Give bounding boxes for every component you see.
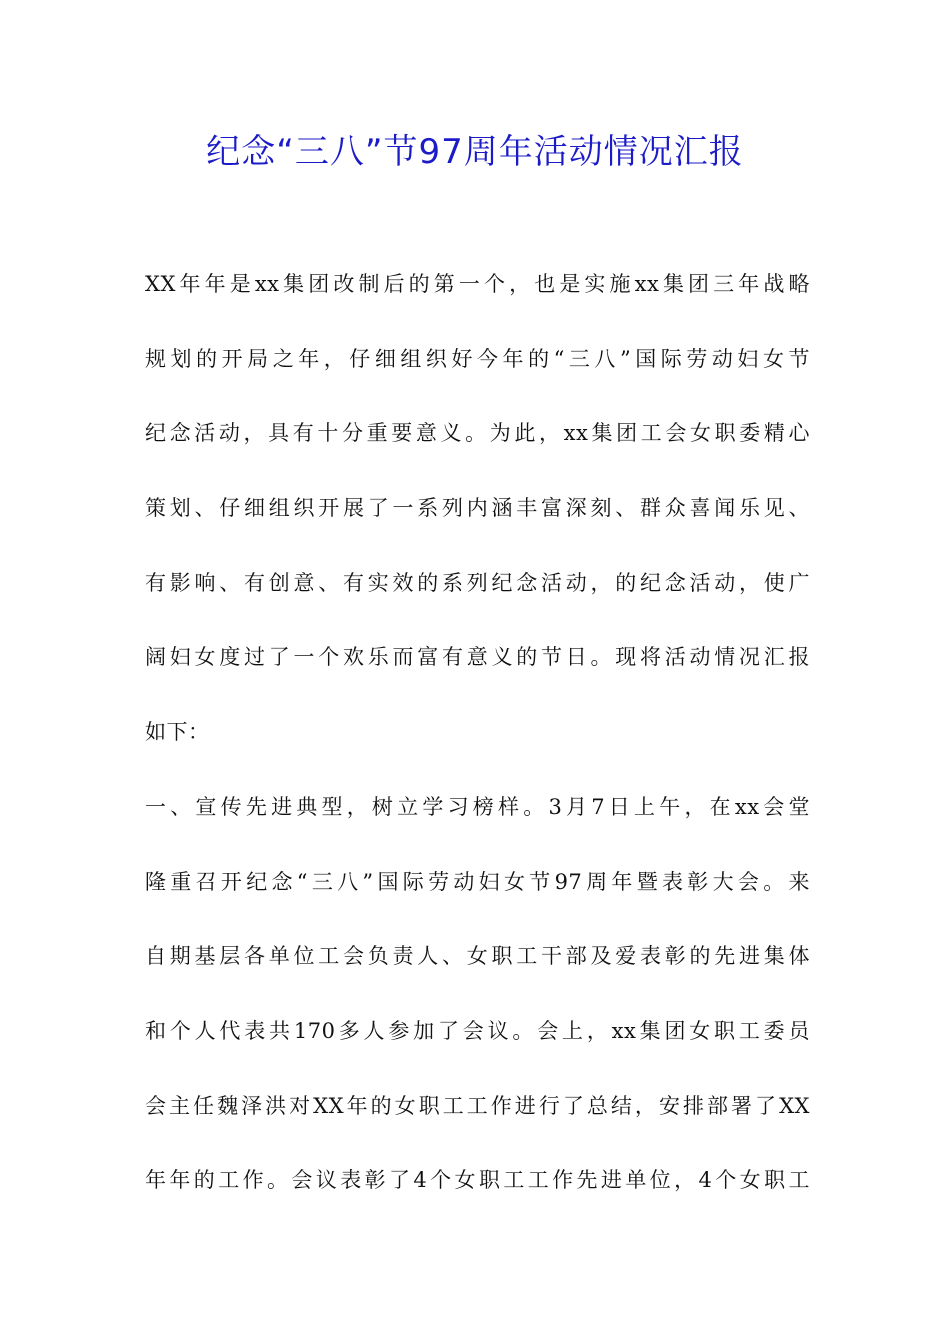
body-line: 有影响、有创意、有实效的系列纪念活动，的纪念活动，使广 (145, 570, 810, 595)
document-title: 纪念“三八”节97周年活动情况汇报 (206, 132, 744, 172)
body-line: 年年的工作。会议表彰了4个女职工工作先进单位，4个女职工 (145, 1168, 810, 1193)
body-line: 纪念活动，具有十分重要意义。为此，xx集团工会女职委精心 (145, 421, 810, 446)
body-line: 如下： (145, 720, 210, 745)
body-line: 策划、仔细组织开展了一系列内涵丰富深刻、群众喜闻乐见、 (145, 496, 810, 521)
body-line: 和个人代表共170多人参加了会议。会上，xx集团女职工委员 (145, 1018, 810, 1043)
body-line: 一、宣传先进典型，树立学习榜样。3月7日上午，在xx会堂 (145, 794, 810, 819)
body-line: 隆重召开纪念“三八”国际劳动妇女节97周年暨表彰大会。来 (145, 869, 810, 894)
body-line: 会主任魏泽洪对XX年的女职工工作进行了总结，安排部署了XX (145, 1093, 810, 1118)
body-line: 阔妇女度过了一个欢乐而富有意义的节日。现将活动情况汇报 (145, 645, 810, 670)
body-line: 自期基层各单位工会负责人、女职工干部及爱表彰的先进集体 (145, 944, 810, 969)
document-body (145, 264, 810, 1235)
body-line: XX年年是xx集团改制后的第一个，也是实施xx集团三年战略 (145, 272, 810, 296)
body-line: 规划的开局之年，仔细组织好今年的“三八”国际劳动妇女节 (145, 346, 810, 371)
